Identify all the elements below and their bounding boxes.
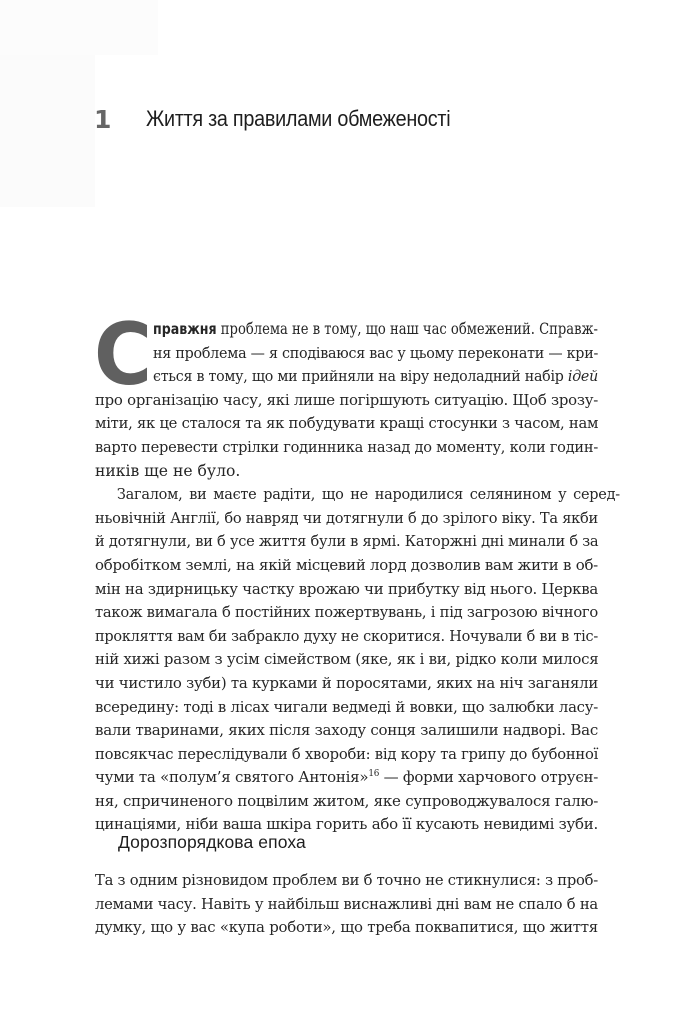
text-line: й дотягнули, ви б усе життя були в ярмі. Каторжні дні минали б за — [95, 532, 599, 551]
background-panel — [0, 0, 158, 55]
lead-in-bold: правжня — [153, 320, 217, 338]
text-line: чи чистило зуби) та курками й поросятами, яких на ніч заганяли — [95, 673, 599, 692]
text-line: лемами часу. Навіть у найбільш виснажливі дні вам не спало б на — [95, 894, 598, 913]
text-line: прокляття вам би забракло духу не скоритися. Ночували б ви в тіс- — [95, 626, 599, 645]
text-line: Загалом, ви маєте радіти, що не народилися селянином у серед- — [116, 485, 620, 504]
chapter-title: Життя за правилами обмеженості — [146, 106, 451, 131]
text-line: Та з одним різновидом проблем ви б точно не стикнулися: з проб- — [95, 871, 599, 889]
chapter-number: 1 — [94, 104, 111, 134]
text-line: ня, спричиненого поцвілим житом, яке супроводжувалося галю- — [95, 791, 599, 810]
footnote-reference[interactable]: 16 — [368, 769, 380, 780]
section-heading: Дорозпорядкова епоха — [118, 832, 306, 852]
text-line — [153, 318, 598, 342]
text-span: — форми харчового отруєн- — [379, 768, 599, 787]
text-span: ється в тому, що ми прийняли на віру недоладний набір — [153, 367, 568, 386]
text-line — [153, 365, 598, 389]
text-line: мін на здирницьку частку врожаю чи прибутку від нього. Церква — [95, 579, 598, 598]
text-line: цинаціями, ніби ваша шкіра горить або її кусають невидимі зуби. — [95, 815, 598, 834]
text-line: ня проблема — я сподіваюся вас у цьому переконати — кри- — [153, 343, 599, 362]
text-line: ній хижі разом з усім сімейством (яке, як і ви, рідко коли милося — [95, 650, 599, 669]
dropcap-letter: С — [94, 305, 153, 405]
text-line: про організацію часу, які лише погіршують ситуацію. Щоб зрозу- — [95, 390, 599, 409]
text-line: ників ще не було. — [95, 461, 241, 480]
text-line: міти, як це сталося та як побудувати кращі стосунки з часом, нам — [95, 414, 599, 433]
italic-emphasis: ідей — [567, 367, 598, 386]
text-line: обробітком землі, на якій місцевий лорд дозволив вам жити в об- — [95, 555, 598, 574]
text-line: повсякчас переслідували б хвороби: від кору та грипу до бубонної — [95, 744, 599, 763]
text-line: варто перевести стрілки годинника назад до моменту, коли годин- — [95, 437, 599, 456]
paragraph-intro — [94, 305, 620, 837]
text-span: чуми та «полум’я святого Антонія» — [95, 768, 369, 787]
text-line — [95, 766, 598, 790]
text-line: вали тваринами, яких після заходу сонця залишили надворі. Вас — [95, 721, 598, 740]
text-span: проблема не в тому, що наш час обмежений. Справж- — [216, 320, 598, 338]
text-line: також вимагала б постійних пожертвувань, і під загрозою вічного — [95, 603, 598, 622]
text-line: всередину: тоді в лісах чигали ведмеді й вовки, що залюбки ласу- — [95, 697, 599, 716]
text-line: думку, що у вас «купа роботи», що треба поквапитися, що життя — [95, 918, 598, 937]
text-line: ньовічній Англії, бо навряд чи дотягнули б до зрілого віку. Та якби — [95, 508, 599, 527]
chapter-header — [94, 102, 492, 136]
paragraph-section-start — [95, 869, 598, 940]
background-panel — [0, 55, 95, 207]
